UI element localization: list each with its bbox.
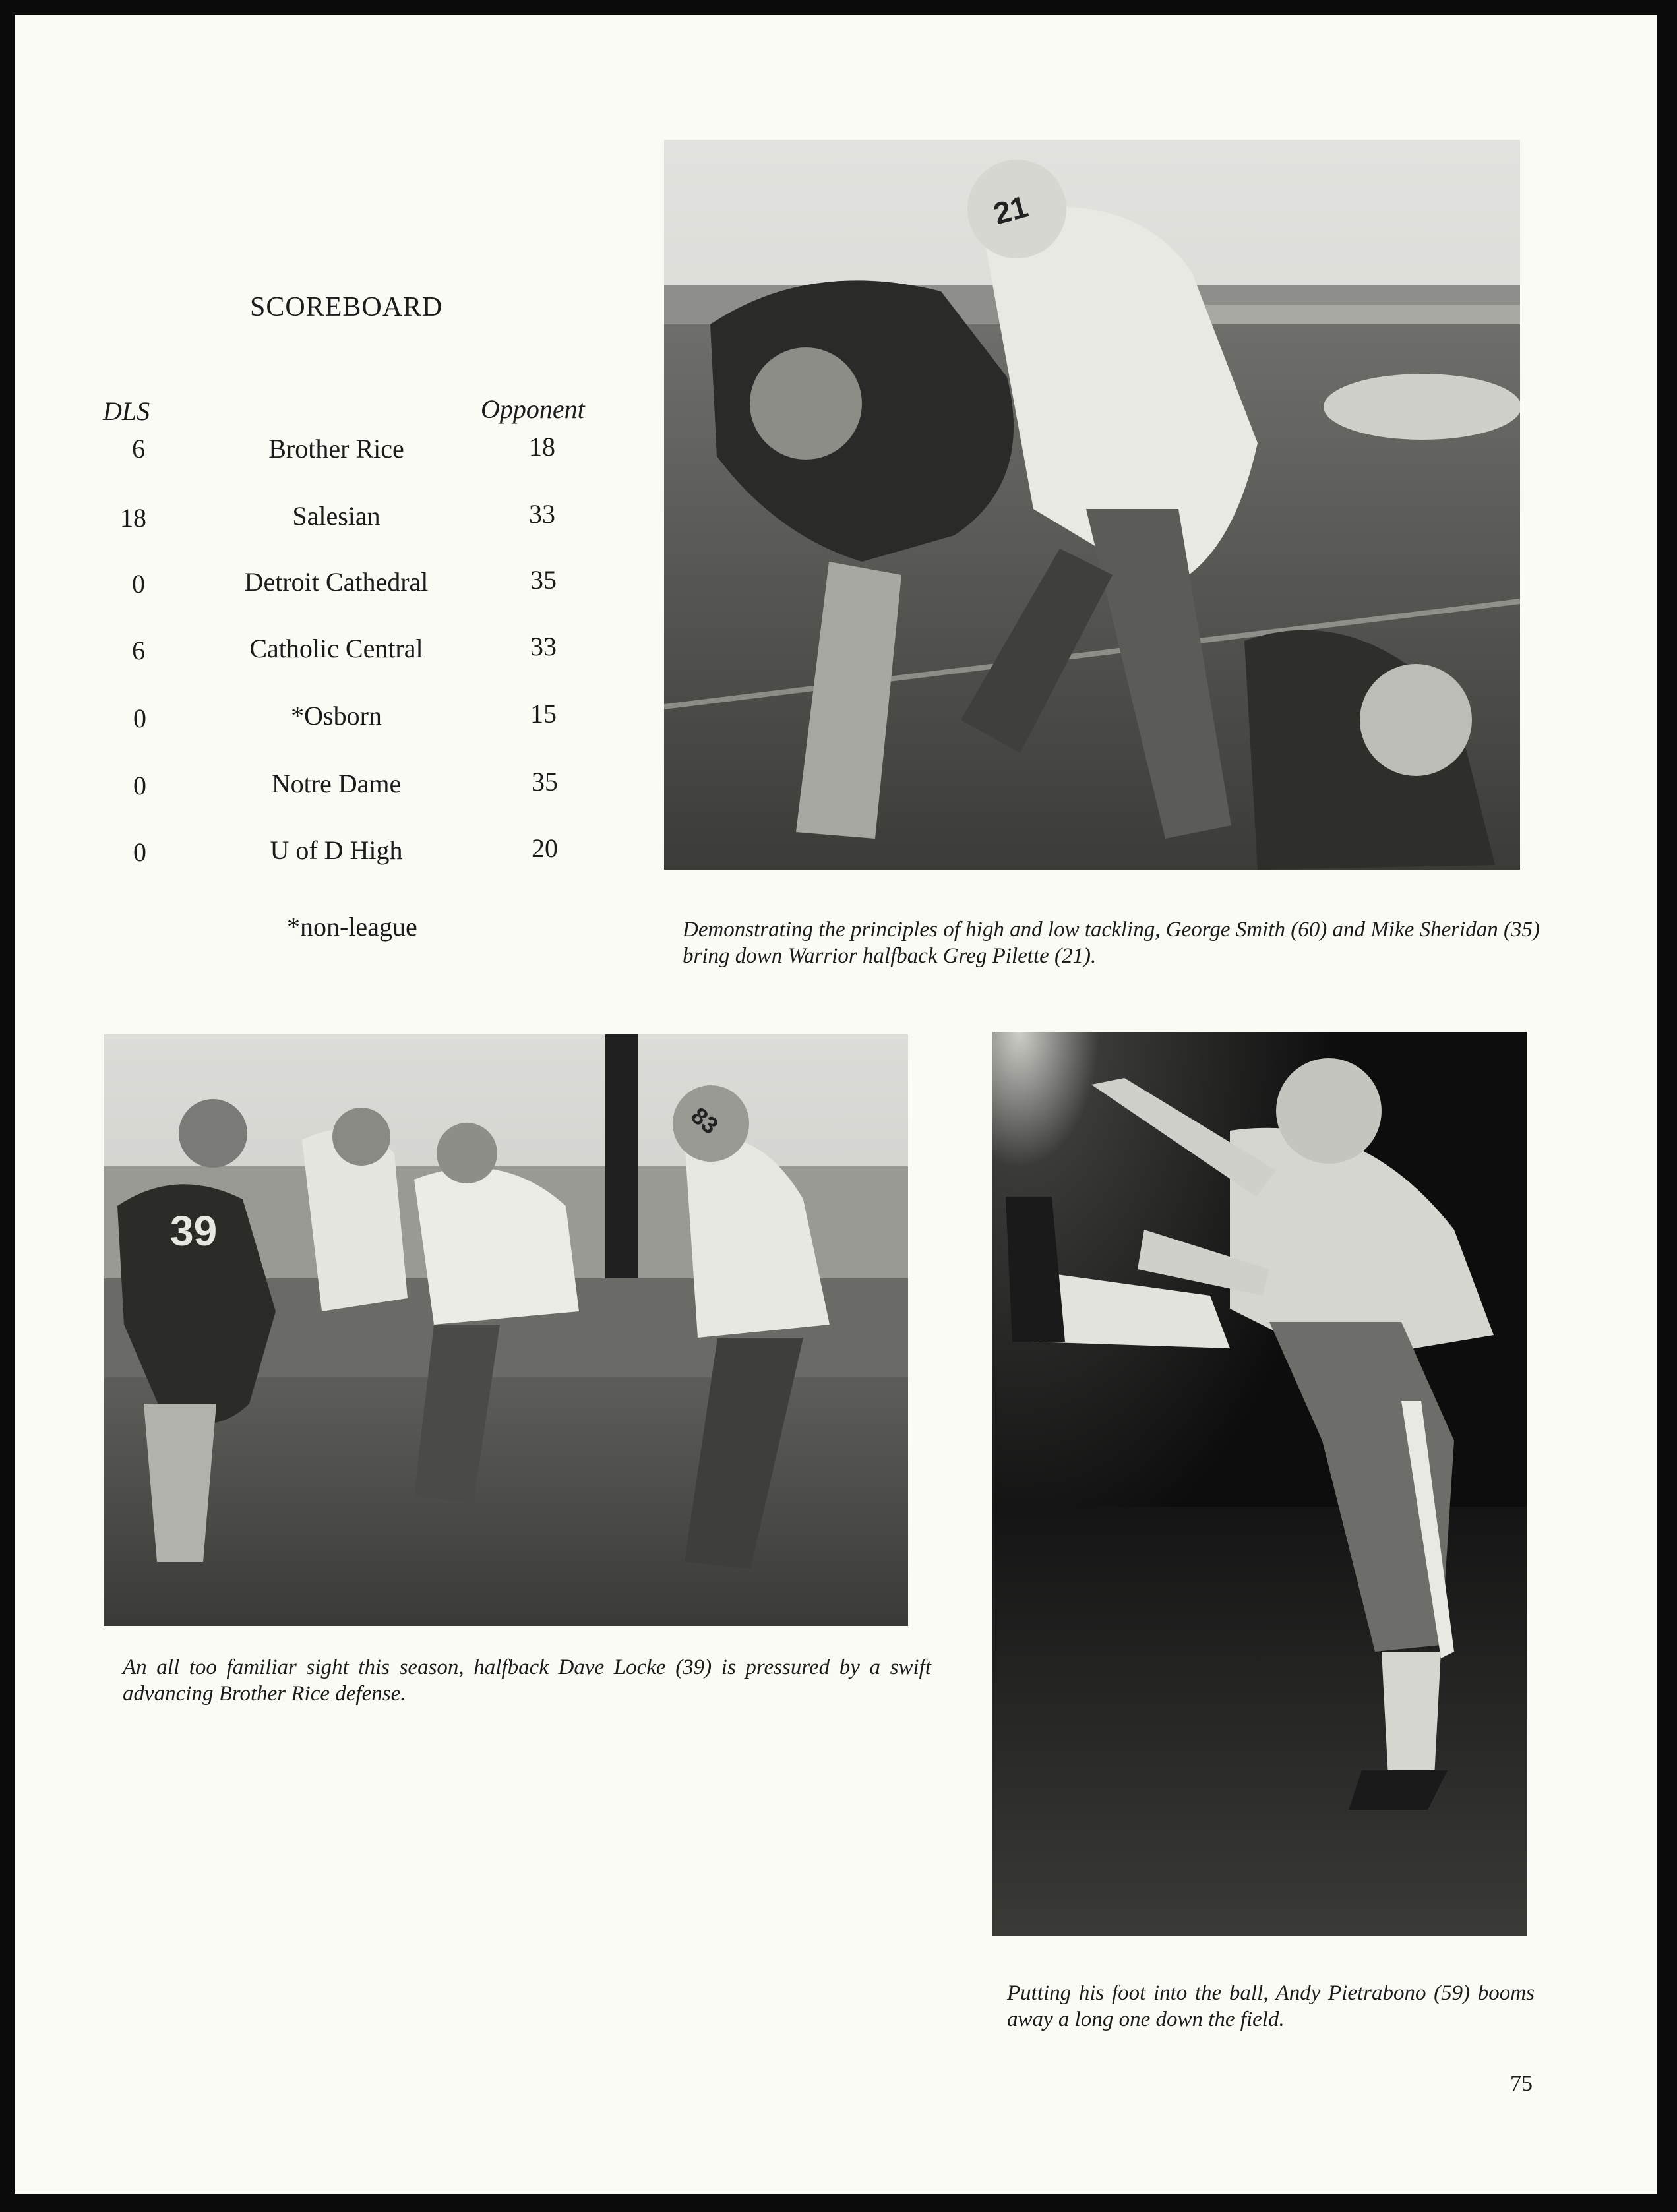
opponent-score: 35 (532, 767, 558, 796)
page-number: 75 (1510, 2072, 1533, 2096)
kicker-photo-caption: Putting his foot into the ball, Andy Pietrabono (59) booms away a long one down the field. (1007, 1981, 1535, 2031)
opponent-score: 33 (530, 632, 557, 661)
dls-score: 0 (132, 569, 145, 599)
opponent-score: 33 (529, 499, 555, 529)
opponent-score: 18 (529, 432, 555, 462)
jersey-number-39: 39 (170, 1207, 218, 1255)
yearbook-page (15, 15, 1657, 2194)
dls-score: 6 (132, 636, 145, 665)
kicker-photo (992, 1032, 1527, 1936)
opponent-team: U of D High (270, 835, 403, 865)
opponent-score: 35 (530, 565, 557, 595)
tackle-photo (664, 140, 1520, 870)
dls-score: 18 (120, 503, 146, 533)
dls-score: 0 (133, 771, 146, 800)
opponent-team: Notre Dame (271, 769, 402, 798)
opponent-team: Catholic Central (249, 634, 423, 663)
dls-column-header: DLS (103, 396, 150, 426)
dls-score: 6 (132, 434, 145, 463)
opponent-team: Detroit Cathedral (244, 567, 429, 597)
opponent-column-header: Opponent (481, 394, 585, 424)
opponent-team: Brother Rice (268, 434, 404, 463)
running-play-photo (104, 1034, 908, 1626)
opponent-score: 15 (530, 699, 557, 729)
dls-score: 0 (133, 837, 146, 867)
opponent-score: 20 (532, 833, 558, 863)
scoreboard-footnote: *non-league (287, 912, 417, 942)
opponent-team: Salesian (292, 501, 381, 531)
scoreboard-title: SCOREBOARD (250, 292, 443, 322)
tackle-photo-caption: Demonstrating the principles of high and low tackling, George Smith (60) and Mike Sheridan (35) bring down Warrior halfback Greg Pilette (21). (683, 918, 1540, 968)
dls-score: 0 (133, 703, 146, 733)
jersey-number-83: 83 (686, 1101, 724, 1140)
jersey-number-21: 21 (990, 189, 1032, 231)
opponent-team: *Osborn (291, 701, 382, 731)
running-play-caption: An all too familiar sight this season, halfback Dave Locke (39) is pressured by a swift advancing Brother Rice defense. (123, 1656, 931, 1706)
